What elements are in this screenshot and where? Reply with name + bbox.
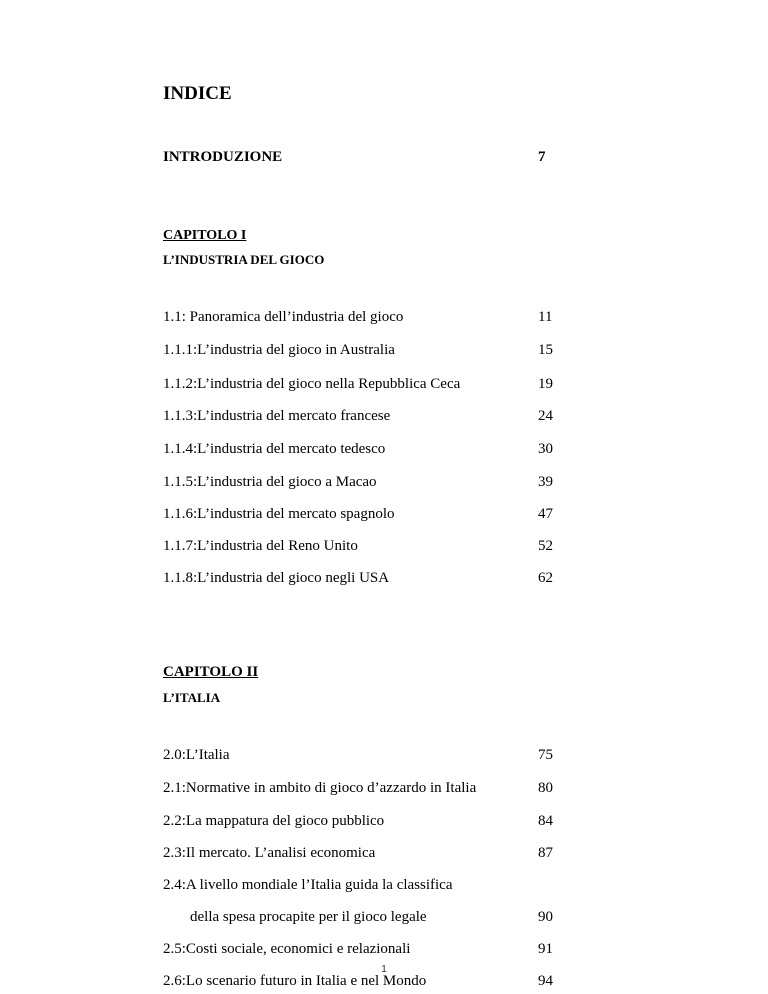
toc-entry <box>163 306 563 328</box>
toc-entry-label: 2.5:Costi sociale, economici e relazionali <box>163 941 411 957</box>
toc-entry <box>163 535 563 557</box>
toc-entry-page: 39 <box>538 474 553 490</box>
toc-entry <box>163 373 563 395</box>
toc-entry <box>163 842 563 864</box>
toc-entry <box>163 938 563 960</box>
toc-entry-label: 1.1: Panoramica dell’industria del gioco <box>163 309 404 325</box>
toc-entry-label: 1.1.8:L’industria del gioco negli USA <box>163 570 390 586</box>
toc-entry-page: 30 <box>538 441 553 457</box>
toc-entry-label: 1.1.1:L’industria del gioco in Australia <box>163 342 395 358</box>
chapter-1-subtitle: L’INDUSTRIA DEL GIOCO <box>163 252 325 267</box>
toc-entry <box>163 405 563 427</box>
toc-entry <box>163 874 563 896</box>
toc-entry <box>163 744 563 766</box>
toc-entry-page: 52 <box>538 538 553 554</box>
toc-entry-page: 91 <box>538 941 553 957</box>
toc-entry <box>163 471 563 493</box>
chapter-2-subtitle: L’ITALIA <box>163 690 221 705</box>
page-number: 1 <box>381 964 387 975</box>
toc-entry-page: 7 <box>538 149 546 165</box>
toc-entry-page: 94 <box>538 973 553 989</box>
toc-entry-label: INTRODUZIONE <box>163 149 283 165</box>
toc-entry-page: 15 <box>538 342 553 358</box>
toc-entry-label: 2.1:Normative in ambito di gioco d’azzardo in Italia <box>163 780 477 796</box>
toc-entry-page: 47 <box>538 506 553 522</box>
toc-entry <box>163 438 563 460</box>
toc-entry-page: 19 <box>538 376 553 392</box>
toc-entry-page: 75 <box>538 747 553 763</box>
toc-entry-label: 2.4:A livello mondiale l’Italia guida la classifica <box>163 877 453 893</box>
toc-entry-label: 1.1.6:L’industria del mercato spagnolo <box>163 506 395 522</box>
toc-entry <box>163 810 563 832</box>
toc-entry-label: 2.6:Lo scenario futuro in Italia e nel Mondo <box>163 973 427 989</box>
toc-entry <box>163 777 563 799</box>
toc-entry-page: 24 <box>538 408 553 424</box>
toc-entry-label: 1.1.2:L’industria del gioco nella Repubblica Ceca <box>163 376 461 392</box>
toc-entry-page: 90 <box>538 909 553 925</box>
toc-entry <box>163 906 563 928</box>
toc-entry-label: 1.1.7:L’industria del Reno Unito <box>163 538 358 554</box>
toc-entry-label: 1.1.3:L’industria del mercato francese <box>163 408 391 424</box>
toc-entry-page: 84 <box>538 813 553 829</box>
page-title: INDICE <box>163 83 232 104</box>
toc-entry <box>163 567 563 589</box>
toc-entry-page: 80 <box>538 780 553 796</box>
toc-entry-label: 1.1.5:L’industria del gioco a Macao <box>163 474 377 490</box>
toc-entry-label: 2.0:L’Italia <box>163 747 230 763</box>
toc-entry-intro <box>163 146 563 168</box>
toc-entry-label: 1.1.4:L’industria del mercato tedesco <box>163 441 386 457</box>
toc-entry <box>163 339 563 361</box>
toc-entry-label: 2.3:Il mercato. L’analisi economica <box>163 845 376 861</box>
chapter-2-heading: CAPITOLO II <box>163 664 259 680</box>
toc-entry <box>163 503 563 525</box>
toc-entry-label: 2.2:La mappatura del gioco pubblico <box>163 813 385 829</box>
toc-entry-label: della spesa procapite per il gioco legale <box>190 909 427 925</box>
chapter-1-heading: CAPITOLO I <box>163 228 247 243</box>
toc-entry-page: 62 <box>538 570 553 586</box>
toc-entry-page: 11 <box>538 309 553 325</box>
toc-entry-page: 87 <box>538 845 553 861</box>
